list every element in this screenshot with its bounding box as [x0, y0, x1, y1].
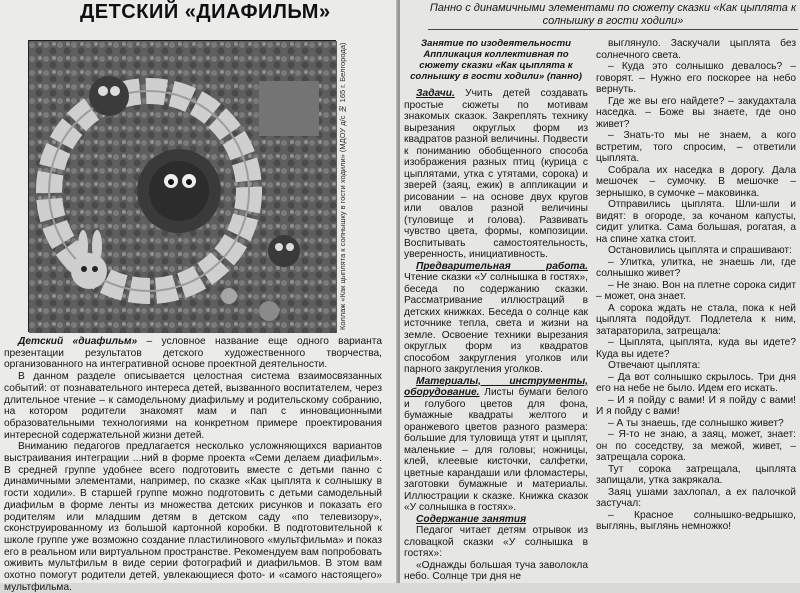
collage-illustration [29, 41, 337, 333]
paragraph-text: Учить детей создавать простые сюжеты по мотивам знакомых сказок. Закреплять технику вырезания округлых форм из квадратов разной величины. Подвести к пониманию обобщенного способа изображения разных птиц (курица с цыплятами, утка с утятами, сорока) и зверей (заяц, ежик) в аппликации и рисовании – на основе двух кругов или овалов разной величины (туловище и голова). Развивать чувство цвета, формы, композиции. Воспитывать самостоятельность, уверенность, инициативность. [404, 88, 588, 260]
paragraph-text: Вниманию педагогов предлагается несколько усложняющихся вариантов выстраивания интеграции ...ний в форме проекта «Семи делаем диафильм». В средней группе удобнее всего подготовить вместе с детьми панно с динамичными элементами, например, по сказке «Как цыплята к солнышку в гости ходили». В старшей группе можно подготовить с детьми самодельный диафильм в форме ленты из множества детских рисунков и показать его родителям или младшим детям в детском саду «по телевизору», сконструированному из большой картонной коробки. В подготовительной к школе группе уже возможно создание пластилинового «мультфильма» и показ его в реальном или виртуальном пространстве. Рекомендуем вам попробовать оживить мультфильм в виде серии фотографий и диафильмов. В этом вам охотно помогут родители детей, увлекающиеся фото- и «самого настоящего» мультфильма. [4, 441, 382, 593]
story-paragraph: – А ты знаешь, где солнышко живет? [608, 417, 784, 429]
story-paragraph: выглянуло. Заскучали цыплята без солнечного света. [596, 38, 796, 61]
right-column-2 [596, 38, 796, 583]
story-paragraph: – Улитка, улитка, не знаешь ли, где солнышко живет? [596, 256, 796, 279]
story-paragraph: – И я пойду с вами! И я пойду с вами! И я пойду с вами! [596, 394, 796, 417]
story-paragraph: Тут сорока затрещала, цыплята запищали, утка закрякала. [596, 463, 796, 486]
story-paragraph: – Не знаю. Вон на плетне сорока сидит – может, она знает. [596, 279, 796, 302]
story-paragraph: – Я-то не знаю, а заяц, может, знает: он по соседству, за межой, живет, – затрещала сорока. [596, 429, 796, 463]
page-title: ДЕТСКИЙ «ДИАФИЛЬМ» [80, 1, 331, 23]
paragraph-text: «Однажды большая туча заволокла небо. Солнце три дня не [404, 559, 588, 582]
story-paragraph: Собрала их наседка в дорогу. Дала мешочек – сумочку. В мешочке – зернышко, в сумочке – маковинка. [596, 164, 796, 199]
paragraph [4, 371, 382, 441]
story-paragraph: – Красное солнышко-ведрышко, выглянь, выглянь немножко! [596, 509, 796, 532]
subheading [404, 514, 588, 526]
paragraph-text: Листы бумаги белого и голубого цветов для фона, бумажные квадраты желтого и оранжевого цветов разного размера: большие для туловища утят и цыплят, маленькие – для головы; ножницы, клей, клеевые кисточки, салфетки, цветные карандаши или фломастеры, заготовки бумажные и материалы. Иллюстрации к сказке. Книжка сказок «У солнышка в гостях». [404, 387, 588, 513]
story-paragraph: А сорока ждать не стала, пока к ней цыплята подойдут. Подлетела к ним, затараторила, затрещала: [596, 302, 796, 337]
paragraph-text: – условное название еще одного варианта презентации результатов детского художественного творчества, организованного на интегративной основе проектной деятельности. [4, 336, 382, 371]
story-paragraph: – Куда это солнышко девалось? – говорят. – Нужно его поскорее на небо вернуть. [596, 61, 796, 95]
story-paragraph: – Да вот солнышко скрылось. Три дня его на небе не было. Идем его искать. [596, 371, 796, 394]
paragraph [404, 560, 588, 583]
section-label: Предварительная работа. [416, 260, 588, 272]
section-label: Материалы, инструменты, оборудование. [404, 375, 588, 398]
collage-photo [28, 40, 336, 332]
story-paragraph: Отправились цыплята. Шли-шли и видят: в огороде, за кочаном капусты, сидит улитка. Сама большая, рогатая, а на спине хатка стоит. [596, 199, 796, 245]
section-label: Содержание занятия [416, 513, 527, 525]
story-paragraph: Где же вы его найдете? – закудахтала наседка. – Боже вы знаете, где оно живет? [596, 95, 796, 130]
story-paragraph: Остановились цыплята и спрашивают: [608, 245, 792, 256]
right-column-1 [404, 38, 588, 583]
paragraph [404, 525, 588, 560]
paragraph [404, 376, 588, 514]
section-label: Задачи. [416, 88, 455, 99]
lesson-title: Занятие по изодеятельности Аппликация коллективная по сюжету сказки «Как цыплята к солнышку в гости ходили» (панно) [410, 38, 582, 82]
paragraph-text: Чтение сказки «У солнышка в гостях», беседа по содержанию сказки. Рассматривание иллюстраций в детских книжках. Беседа о солнце как источнике тепла, света и жизни на земле. Освоение техники вырезания округлых форм из квадратов способом закругления уголков или парного закругления уголков. [404, 272, 588, 375]
paragraph [4, 441, 382, 593]
story-paragraph: – Знать-то мы не знаем, а кого встретим, того спросим, – ответили цыплята. [596, 130, 796, 164]
photo-caption: Коллаж «Как цыплята к солнышку в гости ходили» (МДОУ д/с № 165 г. Белгорода) [338, 42, 347, 330]
paragraph [404, 261, 588, 376]
paragraph [404, 88, 588, 261]
story-paragraph: Отвечают цыплята: [608, 360, 701, 371]
section-heading: Панно с динамичными элементами по сюжету сказки «Как цыплята к солнышку в гости ходили» [428, 2, 798, 30]
paragraph-text: Педагог читает детям отрывок из словацкой сказки «У солнышка в гостях»: [404, 525, 588, 559]
story-paragraph: – Цыплята, цыплята, куда вы идете? Куда вы идете? [596, 337, 796, 360]
paragraph-text: В данном разделе описывается целостная система взаимосвязанных событий: от познавательного интереса детей, вызванного воспитателем, через длительное чтение – к самодельному диафильму и родительскому собранию, на котором родители знакомят мам и пап с инновационными образовательными технологиями на конкретном примере проектирования интересной содержательной жизни детей. [4, 371, 382, 441]
lead-term: Детский «диафильм» [18, 336, 138, 347]
left-body-text [4, 336, 382, 593]
left-page [0, 0, 398, 593]
story-paragraph: Заяц ушами захлопал, а ех палочкой застучал: [596, 486, 796, 509]
paragraph [4, 336, 382, 371]
